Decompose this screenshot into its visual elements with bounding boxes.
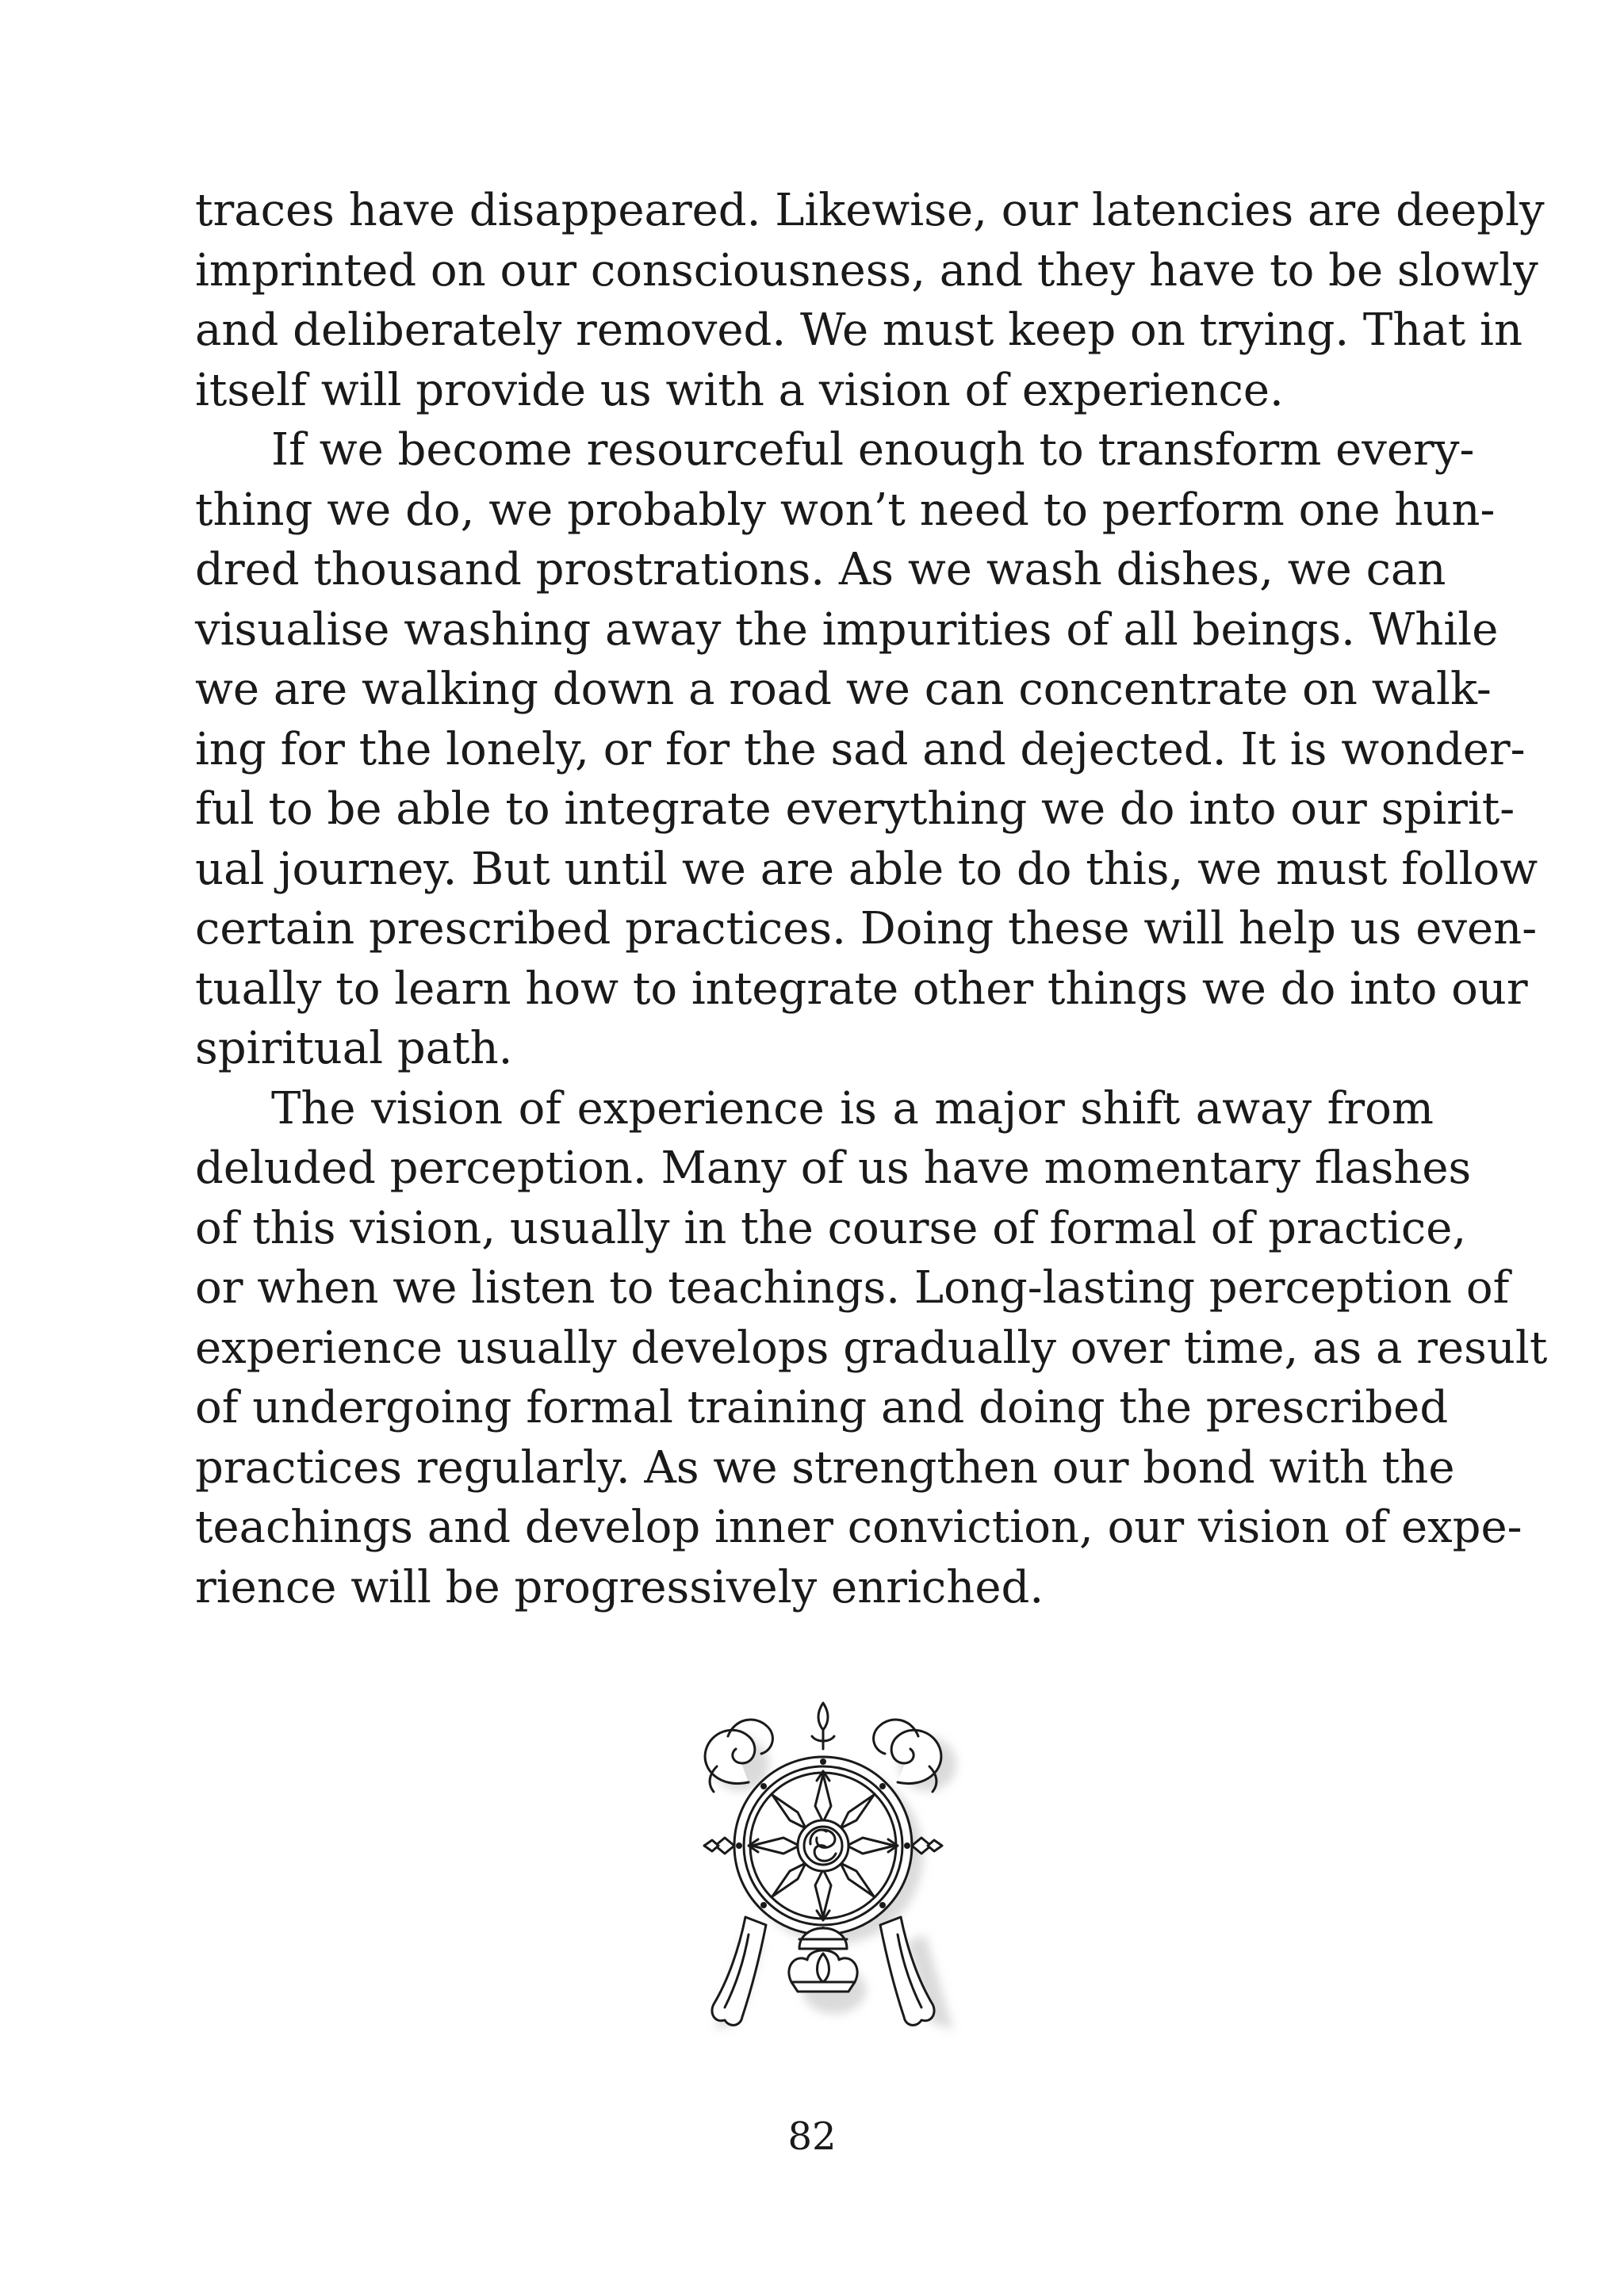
text-line: we are walking down a road we can concentrate on walk- [195,664,1492,715]
text-line: teachings and develop inner conviction, our vision of expe- [195,1502,1522,1553]
paragraph-1 [195,181,1545,420]
text-line: thing we do, we probably won’t need to perform one hun- [195,484,1496,536]
text-line: or when we listen to teachings. Long-lasting perception of [195,1262,1510,1314]
text-line: visualise washing away the impurities of all beings. While [195,603,1499,656]
text-line: certain prescribed practices. Doing these will help us even- [195,903,1538,955]
text-line: spiritual path. [195,1023,513,1074]
text-line: itself will provide us with a vision of experience. [195,364,1284,416]
text-line: of this vision, usually in the course of formal of practice, [195,1202,1467,1254]
text-line: deluded perception. Many of us have momentary flashes [195,1142,1472,1194]
text-line: ful to be able to integrate everything we do into our spirit- [195,783,1515,835]
text-line: traces have disappeared. Likewise, our latencies are deeply [195,185,1545,236]
paragraph-2 [195,420,1538,1079]
text-line: and deliberately removed. We must keep on trying. That in [195,304,1523,356]
text-line: tually to learn how to integrate other things we do into our [195,962,1528,1015]
text-line: ing for the lonely, or for the sad and dejected. It is wonder- [195,723,1526,775]
text-line: ual journey. But until we are able to do this, we must follow [195,843,1538,895]
text-line: The vision of experience is a major shift away from [271,1082,1434,1135]
body-text [195,181,1548,1617]
paragraph-3 [195,1079,1548,1618]
text-line: practices regularly. As we strengthen our bond with the [195,1441,1455,1494]
dharma-wheel-icon [672,1687,974,2052]
text-line: rience will be progressively enriched. [195,1561,1044,1613]
text-line: If we become resourceful enough to transform every- [271,424,1475,476]
text-line: of undergoing formal training and doing the prescribed [195,1382,1449,1433]
text-line: dred thousand prostrations. As we wash dishes, we can [195,544,1446,595]
text-line: imprinted on our consciousness, and they have to be slowly [195,244,1538,297]
text-line: experience usually develops gradually over time, as a result [195,1322,1548,1374]
page-number: 82 [787,2114,837,2159]
